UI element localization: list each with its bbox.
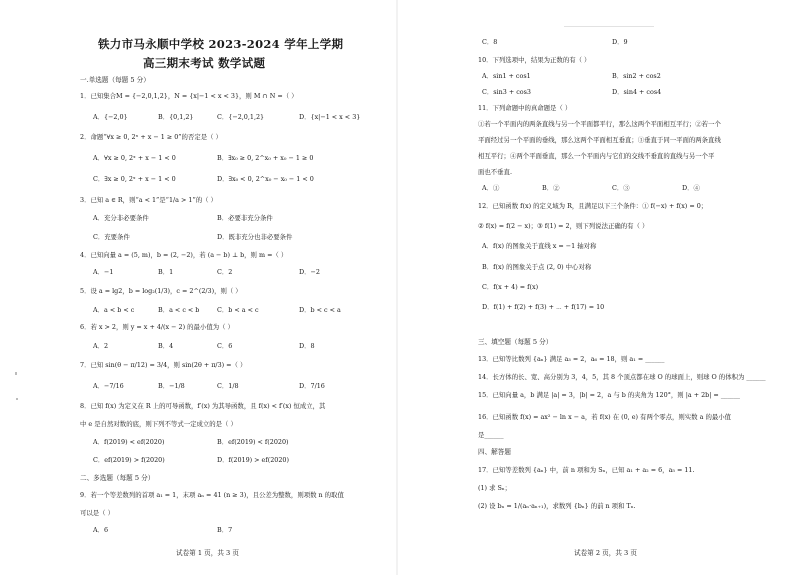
option-10c: C．sin3 + cos3: [482, 88, 531, 96]
option-6b: B．4: [158, 342, 174, 350]
question-11-line-1: ①若一个平面内的两条直线与另一个平面都平行，那么这两个平面相互平行；②若一个: [478, 120, 721, 128]
question-8-cont: 中 e 是自然对数的底，则下列不等式一定成立的是（ ）: [80, 420, 237, 428]
section-heading-single-choice: 一.单选题（每题 5 分）: [80, 76, 150, 84]
question-2: 2．命题“∀x ≥ 0, 2ˣ + x − 1 ≥ 0”的否定是（ ）: [80, 133, 222, 141]
question-12-cont: ② f(x) = f(2 − x)；③ f(1) = 2，则下列说法正确的有（ ）: [478, 222, 649, 230]
option-3a: A．充分非必要条件: [93, 214, 149, 222]
option-12d: D．f(1) + f(2) + f(3) + ⋯ + f(17) = 10: [482, 303, 605, 311]
option-4d: D．−2: [299, 268, 320, 276]
option-11c: C．③: [612, 184, 630, 192]
option-7d: D．7/16: [299, 382, 325, 390]
option-9d: D．9: [612, 38, 628, 46]
option-12c: C．f(x + 4) = f(x): [482, 283, 539, 291]
question-9: 9．若一个等差数列的首项 a₁ = 1，末项 aₙ = 41 (n ≥ 3)，且公差为整数，则项数 n 的取值: [80, 491, 344, 499]
scan-speck: [15, 372, 17, 375]
option-7b: B．−1/8: [158, 382, 185, 390]
option-3c: C．充要条件: [93, 233, 130, 241]
page-footer-1: 试卷第 1 页，共 3 页: [176, 549, 239, 557]
question-15-text: 15．已知向量 a，b 满足 |a| = 3，|b| = 2，a 与 b 的夹角为 120°，则 |a + 2b| =: [478, 391, 719, 399]
scan-speck: [16, 398, 18, 400]
answer-blank-15[interactable]: ______: [720, 391, 740, 399]
question-7: 7．已知 sin(θ − π/12) = 3/4，则 sin(2θ + π/3) =（ ）: [80, 361, 247, 369]
section-heading-multi-choice: 二、多选题（每题 5 分）: [80, 474, 155, 482]
option-4c: C．2: [217, 268, 233, 276]
option-12b: B．f(x) 的图象关于点 (2, 0) 中心对称: [482, 263, 592, 271]
question-11: 11．下列命题中的真命题是（ ）: [478, 104, 572, 112]
option-11a: A．①: [482, 184, 500, 192]
question-4: 4．已知向量 a = (5, m)，b = (2, −2)，若 (a − b) ⊥ b，则 m =（ ）: [80, 251, 288, 259]
question-15: [478, 391, 740, 399]
option-7c: C．1/8: [217, 382, 239, 390]
question-9-cont: 可以是（ ）: [80, 509, 114, 517]
question-5: 5．设 a = lg2，b = log₂(1/3)，c = 2^(2/3)，则（ ）: [80, 287, 242, 295]
question-11-line-4: 面也不垂直.: [478, 168, 512, 176]
option-6c: C．6: [217, 342, 233, 350]
exam-subtitle: 高三期末考试 数学试题: [143, 56, 266, 70]
question-12: 12．已知函数 f(x) 的定义域为 R，且满足以下三个条件：① f(−x) + f(x) = 0；: [478, 202, 708, 210]
option-10a: A．sin1 + cos1: [482, 72, 531, 80]
option-3d: D．既非充分也非必要条件: [217, 233, 293, 241]
question-11-line-2: 平面经过另一个平面的垂线，那么这两个平面相互垂直；③垂直于同一平面的两条直线: [478, 136, 721, 144]
option-8d: D．f(2019) > ef(2020): [217, 456, 289, 464]
question-6: 6．若 x > 2，则 y = x + 4/(x − 2) 的最小值为（ ）: [80, 323, 234, 331]
option-5d: D．b < c < a: [299, 306, 341, 314]
option-7a: A．−7/16: [93, 382, 124, 390]
option-9c: C．8: [482, 38, 498, 46]
question-16: 16．已知函数 f(x) = ax² − ln x − a，若 f(x) 在 (0, e) 有两个零点，则实数 a 的最小值: [478, 413, 732, 421]
option-5c: C．b < a < c: [217, 306, 259, 314]
question-17: 17．已知等差数列 {aₙ} 中，前 n 项和为 Sₙ，已知 a₁ + a₂ = 6，a₅ = 11.: [478, 466, 695, 474]
section-heading-solutions: 四、解答题: [478, 448, 511, 456]
option-4b: B．1: [158, 268, 174, 276]
answer-blank-16[interactable]: ______: [484, 431, 504, 439]
question-11-line-3: 相互平行；④两个平面垂直，那么一个平面内与它们的交线不垂直的直线与另一个平: [478, 152, 715, 160]
question-8: 8．已知 f(x) 为定义在 R 上的可导函数，f′(x) 为其导函数，且 f(x) < f′(x) 恒成立，其: [80, 402, 326, 410]
question-10: 10．下列选项中，结果为正数的有（ ）: [478, 56, 591, 64]
option-9a: A．6: [93, 526, 109, 534]
option-8a: A．f(2019) < ef(2020): [93, 438, 165, 446]
option-1b: B．{0,1,2}: [158, 113, 194, 121]
option-3b: B．必要非充分条件: [217, 214, 273, 222]
question-3: 3．已知 a ∈ R，则“a < 1”是“1/a > 1”的（ ）: [80, 196, 217, 204]
answer-blank-13[interactable]: ______: [645, 355, 665, 363]
option-6d: D．8: [299, 342, 315, 350]
option-4a: A．−1: [93, 268, 114, 276]
question-1: 1．已知集合M = {−2,0,1,2}，N = {x|−1 < x < 3}，则 M ∩ N =（ ）: [80, 92, 298, 100]
option-10b: B．sin2 + cos2: [612, 72, 661, 80]
question-17-part-1: (1) 求 Sₙ；: [478, 484, 512, 492]
option-2c: C．∃x ≥ 0, 2ˣ + x − 1 < 0: [93, 175, 176, 183]
option-2b: B．∃x₀ ≥ 0, 2^x₀ + x₀ − 1 ≥ 0: [217, 154, 314, 162]
exam-title: 铁力市马永顺中学校 2023-2024 学年上学期: [98, 37, 344, 51]
option-9b: B．7: [217, 526, 233, 534]
option-2d: D．∃x₀ < 0, 2^x₀ − x₀ − 1 < 0: [217, 175, 314, 183]
question-13: [478, 355, 664, 363]
option-2a: A．∀x ≥ 0, 2ˣ + x − 1 < 0: [93, 154, 176, 162]
scan-speck: [564, 26, 654, 27]
page-footer-2: 试卷第 2 页，共 3 页: [574, 549, 637, 557]
option-10d: D．sin4 + cos4: [612, 88, 662, 96]
exam-page-1: [0, 0, 396, 575]
option-1d: D．{x|−1 < x < 3}: [299, 113, 361, 121]
option-6a: A．2: [93, 342, 109, 350]
exam-page-2: [398, 0, 794, 575]
option-5a: A．a < b < c: [93, 306, 135, 314]
question-13-text: 13．已知等比数列 {aₙ} 满足 a₃ = 2，a₆ = 18，则 a₁ =: [478, 355, 644, 363]
option-5b: B．a < c < b: [158, 306, 200, 314]
option-11d: D．④: [682, 184, 700, 192]
answer-blank-14[interactable]: ______: [746, 373, 766, 381]
option-8b: B．ef(2019) < f(2020): [217, 438, 289, 446]
section-heading-fill-in: 三、填空题（每题 5 分）: [478, 338, 553, 346]
question-16-cont: [478, 431, 504, 439]
option-1c: C．{−2,0,1,2}: [217, 113, 265, 121]
question-16-cont-text: 是: [478, 431, 485, 439]
option-1a: A．{−2,0}: [93, 113, 128, 121]
option-8c: C．ef(2019) > f(2020): [93, 456, 165, 464]
question-14: [478, 373, 766, 381]
question-17-part-2: (2) 设 bₙ = 1/(aₙ·aₙ₊₁)，求数列 {bₙ} 的前 n 项和 Tₙ.: [478, 502, 636, 510]
option-12a: A．f(x) 的图象关于直线 x = −1 轴对称: [482, 242, 597, 250]
option-11b: B．②: [542, 184, 560, 192]
question-14-text: 14．长方体的长、宽、高分别为 3，4，5，其 8 个顶点都在球 O 的球面上，则球 O 的体积为: [478, 373, 745, 381]
